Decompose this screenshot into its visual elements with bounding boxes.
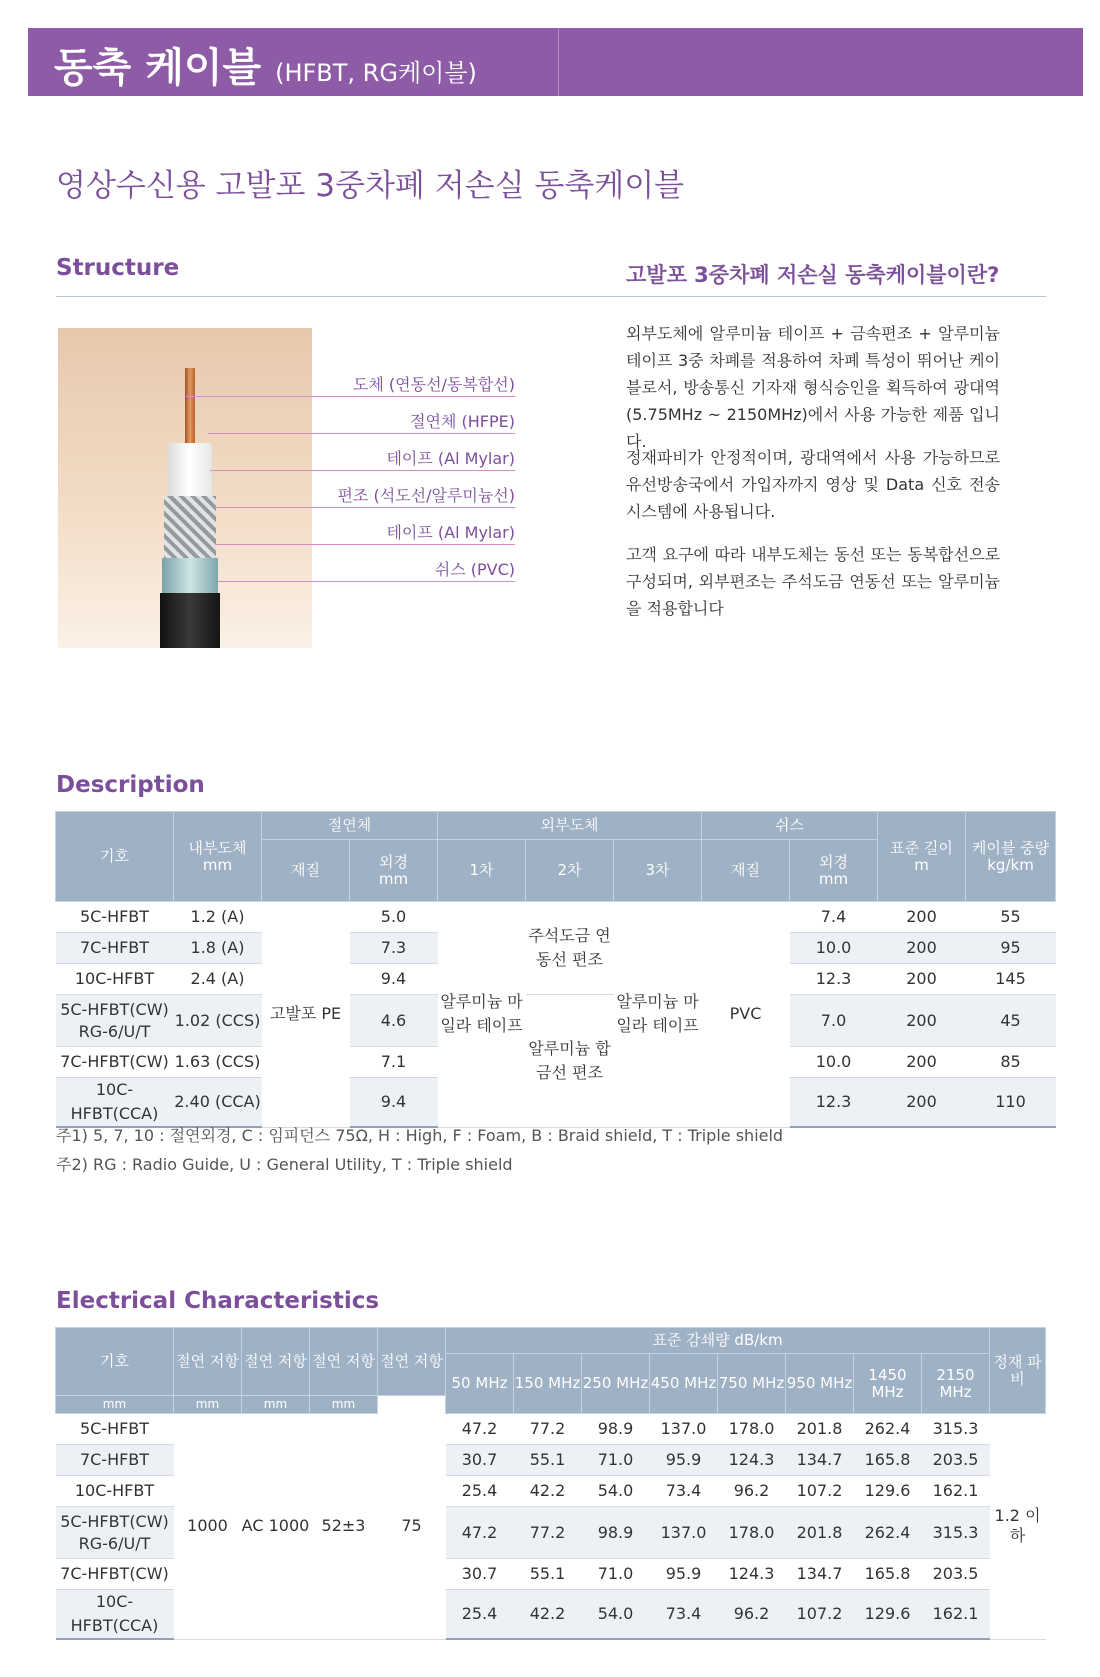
elec-header-col-1: 절연 저항 [174, 1328, 242, 1396]
elec-attenuation-value: 262.4 [854, 1414, 922, 1445]
elec-attenuation-value: 54.0 [582, 1590, 650, 1640]
elec-attenuation-value: 165.8 [854, 1559, 922, 1590]
elec-attenuation-value: 165.8 [854, 1445, 922, 1476]
elec-attenuation-value: 95.9 [650, 1445, 718, 1476]
structure-title: Structure [56, 255, 180, 281]
elec-attenuation-value: 77.2 [514, 1507, 582, 1559]
elec-symbol: 5C-HFBT [56, 1414, 174, 1445]
elec-attenuation-value: 203.5 [922, 1445, 990, 1476]
desc-symbol: 10C-HFBT [56, 964, 174, 995]
desc-ins-od: 7.3 [350, 933, 438, 964]
elec-merged-2: AC 1000 [242, 1414, 310, 1640]
label-tape-2: 테이프 (Al Mylar) [386, 523, 515, 542]
elec-attenuation-value: 98.9 [582, 1414, 650, 1445]
desc-inner: 1.63 (CCS) [174, 1047, 262, 1078]
desc-sheath-od: 12.3 [790, 964, 878, 995]
desc-length: 200 [878, 1047, 966, 1078]
desc-sheath-od: 10.0 [790, 933, 878, 964]
elec-attenuation-value: 162.1 [922, 1590, 990, 1640]
description-table [55, 811, 1056, 1128]
electrical-title: Electrical Characteristics [56, 1288, 380, 1314]
elec-attenuation-value: 107.2 [786, 1476, 854, 1507]
table-row [56, 902, 1056, 933]
desc-ins-od: 7.1 [350, 1047, 438, 1078]
about-title: 고발포 3중차폐 저손실 동축케이블이란? [626, 263, 1000, 287]
elec-header-col-2: 절연 저항 [242, 1328, 310, 1396]
desc-header-inner: 내부도체 mm [174, 812, 262, 902]
elec-attenuation-value: 42.2 [514, 1590, 582, 1640]
about-paragraph-3: 고객 요구에 따라 내부도체는 동선 또는 동복합선으로 구성되며, 외부편조는 주석도금 연동선 또는 알루미늄을 적용합니다 [626, 545, 1000, 618]
elec-header-vswr: 정재 파비 [990, 1328, 1046, 1414]
tape-layer [162, 558, 218, 598]
elec-header-unit-1: mm [56, 1396, 174, 1414]
elec-attenuation-value: 124.3 [718, 1445, 786, 1476]
desc-outer-third: 알루미늄 마일라 테이프 [614, 902, 702, 1128]
desc-sheath-od: 12.3 [790, 1078, 878, 1128]
elec-attenuation-value: 137.0 [650, 1507, 718, 1559]
sheath-layer [160, 593, 220, 648]
header-divider [558, 28, 559, 96]
elec-merged-1: 1000 [174, 1414, 242, 1640]
elec-attenuation-value: 47.2 [446, 1414, 514, 1445]
about-paragraph-1: 외부도체에 알루미늄 테이프 + 금속편조 + 알루미늄 테이프 3중 차폐를 적용하여 차폐 특성이 뛰어난 케이블로서, 방송통신 기자재 형식승인을 획득하여 광대역(5.75MHz ~ 2150MHz)에서 사용 가능한 제품 입니다. [626, 324, 1000, 451]
elec-header-unit-3: mm [242, 1396, 310, 1414]
title-main: 동축 케이블 [54, 45, 262, 91]
elec-attenuation-value: 47.2 [446, 1507, 514, 1559]
desc-header-length: 표준 길이 m [878, 812, 966, 902]
elec-symbol: 5C-HFBT(CW) RG-6/U/T [56, 1507, 174, 1559]
desc-ins-material: 고발포 PE [262, 902, 350, 1128]
desc-inner: 2.40 (CCA) [174, 1078, 262, 1128]
elec-attenuation-value: 137.0 [650, 1414, 718, 1445]
desc-outer-second-a: 주석도금 연동선 편조 [526, 902, 614, 995]
desc-header-sheath-od: 외경 mm [790, 840, 878, 902]
elec-attenuation-value: 129.6 [854, 1476, 922, 1507]
elec-attenuation-value: 262.4 [854, 1507, 922, 1559]
elec-header-freq-250: 250 MHz [582, 1354, 650, 1414]
desc-header-symbol: 기호 [56, 812, 174, 902]
desc-sheath-od: 7.0 [790, 995, 878, 1047]
note-1: 주1) 5, 7, 10 : 절연외경, C : 임피던스 75Ω, H : High, F : Foam, B : Braid shield, T : Triple shield [56, 1126, 784, 1145]
elec-symbol: 7C-HFBT(CW) [56, 1559, 174, 1590]
desc-symbol: 7C-HFBT(CW) [56, 1047, 174, 1078]
braid-layer [164, 496, 216, 561]
label-insulation: 절연체 (HFPE) [410, 412, 515, 431]
desc-header-outer-conductor: 외부도체 [438, 812, 702, 840]
desc-inner: 2.4 (A) [174, 964, 262, 995]
elec-header-col-4: 절연 저항 [378, 1328, 446, 1396]
desc-outer-first: 알루미늄 마일라 테이프 [438, 902, 526, 1128]
desc-sheath-od: 10.0 [790, 1047, 878, 1078]
structure-rule [56, 296, 1046, 297]
elec-attenuation-value: 124.3 [718, 1559, 786, 1590]
elec-attenuation-value: 178.0 [718, 1414, 786, 1445]
elec-attenuation-value: 55.1 [514, 1445, 582, 1476]
elec-attenuation-value: 129.6 [854, 1590, 922, 1640]
desc-length: 200 [878, 933, 966, 964]
desc-weight: 45 [966, 995, 1056, 1047]
desc-ins-od: 4.6 [350, 995, 438, 1047]
elec-attenuation-value: 95.9 [650, 1559, 718, 1590]
desc-length: 200 [878, 995, 966, 1047]
about-paragraph-2: 정재파비가 안정적이며, 광대역에서 사용 가능하므로 유선방송국에서 가입자까지 영상 및 Data 신호 전송 시스템에 사용됩니다. [626, 448, 1000, 521]
elec-attenuation-value: 96.2 [718, 1590, 786, 1640]
leader-tape-2 [216, 544, 515, 545]
elec-attenuation-value: 96.2 [718, 1476, 786, 1507]
elec-merged-4: 75 [378, 1414, 446, 1640]
leader-braid [214, 507, 515, 508]
elec-header-freq-50: 50 MHz [446, 1354, 514, 1414]
desc-weight: 55 [966, 902, 1056, 933]
elec-vswr-value: 1.2 이하 [990, 1414, 1046, 1640]
desc-sheath-material: PVC [702, 902, 790, 1128]
elec-header-symbol: 기호 [56, 1328, 174, 1396]
elec-attenuation-value: 30.7 [446, 1445, 514, 1476]
elec-header-freq-750: 750 MHz [718, 1354, 786, 1414]
elec-attenuation-value: 203.5 [922, 1559, 990, 1590]
table-row [56, 1414, 1046, 1445]
elec-header-unit-4: mm [310, 1396, 378, 1414]
leader-insulation [208, 433, 515, 434]
elec-attenuation-value: 178.0 [718, 1507, 786, 1559]
desc-inner: 1.8 (A) [174, 933, 262, 964]
desc-ins-od: 9.4 [350, 964, 438, 995]
elec-merged-3: 52±3 [310, 1414, 378, 1640]
elec-header-col-3: 절연 저항 [310, 1328, 378, 1396]
table-row [56, 995, 1056, 1047]
elec-attenuation-value: 42.2 [514, 1476, 582, 1507]
desc-weight: 145 [966, 964, 1056, 995]
elec-attenuation-value: 315.3 [922, 1414, 990, 1445]
desc-symbol: 5C-HFBT [56, 902, 174, 933]
elec-header-freq-2150: 2150 MHz [922, 1354, 990, 1414]
desc-header-first: 1차 [438, 840, 526, 902]
elec-attenuation-value: 73.4 [650, 1590, 718, 1640]
elec-attenuation-value: 134.7 [786, 1559, 854, 1590]
desc-sheath-od: 7.4 [790, 902, 878, 933]
desc-weight: 95 [966, 933, 1056, 964]
elec-attenuation-value: 134.7 [786, 1445, 854, 1476]
elec-attenuation-value: 54.0 [582, 1476, 650, 1507]
header-bar [28, 28, 1083, 96]
desc-inner: 1.2 (A) [174, 902, 262, 933]
desc-length: 200 [878, 902, 966, 933]
elec-header-freq-150: 150 MHz [514, 1354, 582, 1414]
label-tape-1: 테이프 (Al Mylar) [386, 449, 515, 468]
desc-symbol: 7C-HFBT [56, 933, 174, 964]
label-braid: 편조 (석도선/알루미늄선) [337, 486, 515, 505]
elec-attenuation-value: 71.0 [582, 1445, 650, 1476]
elec-attenuation-value: 201.8 [786, 1414, 854, 1445]
elec-header-unit-2: mm [174, 1396, 242, 1414]
elec-attenuation-value: 25.4 [446, 1476, 514, 1507]
label-sheath: 쉬스 (PVC) [434, 560, 515, 579]
elec-attenuation-value: 73.4 [650, 1476, 718, 1507]
elec-attenuation-value: 107.2 [786, 1590, 854, 1640]
desc-header-sheath-material: 재질 [702, 840, 790, 902]
note-2: 주2) RG : Radio Guide, U : General Utility, T : Triple shield [56, 1155, 513, 1174]
desc-outer-second-b: 알루미늄 합금선 편조 [526, 995, 614, 1128]
desc-header-sheath: 쉬스 [702, 812, 878, 840]
insulation-layer [168, 443, 212, 498]
desc-weight: 110 [966, 1078, 1056, 1128]
desc-ins-od: 5.0 [350, 902, 438, 933]
elec-attenuation-value: 71.0 [582, 1559, 650, 1590]
elec-header-freq-950: 950 MHz [786, 1354, 854, 1414]
elec-attenuation-value: 315.3 [922, 1507, 990, 1559]
desc-header-second: 2차 [526, 840, 614, 902]
desc-length: 200 [878, 1078, 966, 1128]
elec-attenuation-value: 55.1 [514, 1559, 582, 1590]
leader-sheath [218, 581, 515, 582]
elec-attenuation-value: 30.7 [446, 1559, 514, 1590]
desc-header-third: 3차 [614, 840, 702, 902]
electrical-table [55, 1327, 1046, 1640]
desc-header-insulation: 절연체 [262, 812, 438, 840]
desc-symbol: 10C-HFBT(CCA) [56, 1078, 174, 1128]
desc-header-weight: 케이블 중량 kg/km [966, 812, 1056, 902]
elec-header-freq-1450: 1450 MHz [854, 1354, 922, 1414]
title-sub: (HFBT, RG케이블) [275, 59, 477, 87]
elec-attenuation-value: 201.8 [786, 1507, 854, 1559]
label-conductor: 도체 (연동선/동복합선) [352, 375, 515, 394]
elec-attenuation-value: 98.9 [582, 1507, 650, 1559]
desc-length: 200 [878, 964, 966, 995]
conductor-wire [185, 368, 195, 448]
elec-header-attenuation: 표준 감쇄량 dB/km [446, 1328, 990, 1354]
elec-symbol: 10C-HFBT [56, 1476, 174, 1507]
desc-ins-od: 9.4 [350, 1078, 438, 1128]
elec-attenuation-value: 25.4 [446, 1590, 514, 1640]
page-title [54, 36, 477, 93]
desc-inner: 1.02 (CCS) [174, 995, 262, 1047]
desc-header-ins-material: 재질 [262, 840, 350, 902]
description-title: Description [56, 772, 205, 798]
page-subtitle: 영상수신용 고발포 3중차폐 저손실 동축케이블 [56, 168, 685, 204]
elec-attenuation-value: 162.1 [922, 1476, 990, 1507]
elec-header-freq-450: 450 MHz [650, 1354, 718, 1414]
elec-symbol: 10C-HFBT(CCA) [56, 1590, 174, 1640]
elec-symbol: 7C-HFBT [56, 1445, 174, 1476]
desc-header-ins-od: 외경 mm [350, 840, 438, 902]
leader-tape-1 [210, 470, 515, 471]
leader-conductor [186, 396, 515, 397]
desc-weight: 85 [966, 1047, 1056, 1078]
desc-symbol: 5C-HFBT(CW) RG-6/U/T [56, 995, 174, 1047]
elec-attenuation-value: 77.2 [514, 1414, 582, 1445]
cable-photo [58, 328, 312, 648]
